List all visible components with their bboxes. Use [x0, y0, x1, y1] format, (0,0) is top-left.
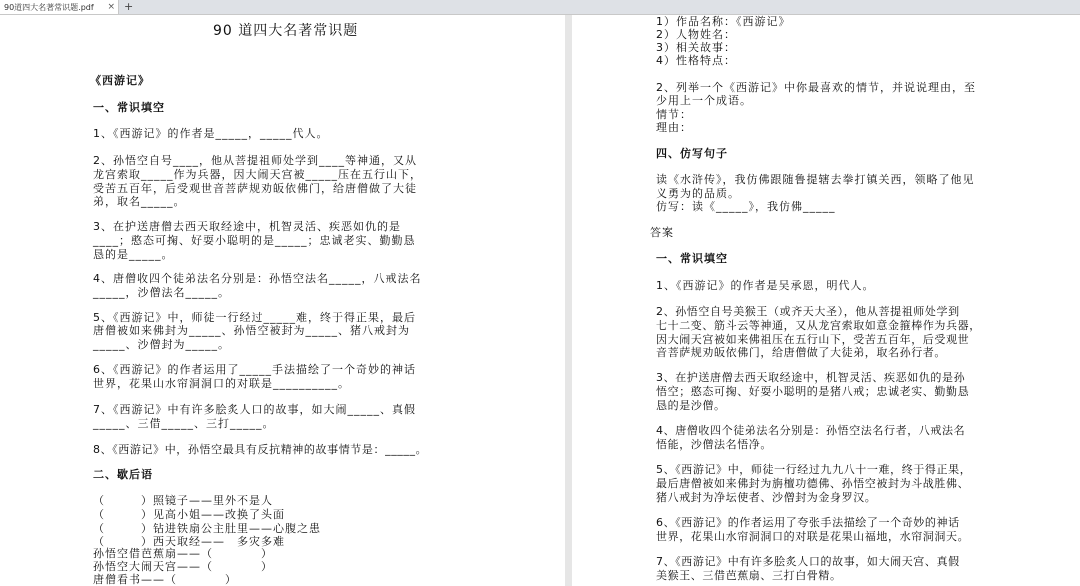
text-line: 读《水浒传》，我仿佛跟随鲁提辖去拳打镇关西，领略了他见 [656, 173, 975, 186]
question-line: 龙宫索取_____作为兵器，因大闹天宫被_____压在五行山下， [93, 168, 422, 181]
question-line: 弟，取名_____。 [93, 195, 186, 208]
tab-bar [0, 0, 1080, 15]
idiom-line: （ ）照镜子——里外不是人 [93, 494, 273, 507]
answer-line: 世界，花果山水帘洞洞口的对联是花果山福地，水帘洞洞天。 [656, 530, 970, 543]
question-line: ____；憨态可掬、好耍小聪明的是_____；忠诚老实、勤勤恳 [93, 234, 416, 247]
pdf-page-right [572, 15, 1080, 586]
answer-line: 4、唐僧收四个徒弟法名分别是：孙悟空法名行者，八戒法名 [656, 424, 966, 437]
question-line: 4、唐僧收四个徒弟法名分别是：孙悟空法名_____，八戒法名 [93, 272, 422, 285]
document-title: 90 道四大名著常识题 [213, 23, 359, 39]
text-line: 情节： [656, 108, 692, 121]
new-tab-icon[interactable]: + [124, 0, 134, 13]
idiom-line: （ ）见高小姐——改换了头面 [93, 508, 285, 521]
text-line: 3）相关故事： [656, 41, 736, 54]
answer-line: 猪八戒封为净坛使者、沙僧封为金身罗汉。 [656, 491, 877, 504]
text-line: 少用上一个成语。 [656, 94, 752, 107]
answer-line: 5、《西游记》中，师徒一行经过九九八十一难，终于得正果， [656, 463, 972, 476]
answer-line: 恳的是沙僧。 [656, 399, 726, 412]
question-line: 7、《西游记》中有许多脍炙人口的故事，如大闹_____、真假 [93, 403, 416, 416]
question-line: _____，沙僧法名_____。 [93, 286, 230, 299]
section-heading: 一、常识填空 [93, 101, 165, 114]
idiom-line: 孙悟空借芭蕉扇——（ ） [93, 547, 273, 560]
answer-line: 1、《西游记》的作者是吴承恩，明代人。 [656, 279, 875, 292]
answer-line: 6、《西游记》的作者运用了夸张手法描绘了一个奇妙的神话 [656, 516, 960, 529]
idiom-line: （ ）钻进铁扇公主肚里——心腹之患 [93, 522, 321, 535]
answer-heading: 答案 [650, 226, 674, 239]
question-line: 2、孙悟空自号____，他从菩提祖师处学到____等神通，又从 [93, 154, 417, 167]
close-icon[interactable]: × [107, 2, 115, 12]
question-line: 唐僧被如来佛封为_____、孙悟空被封为_____、猪八戒封为 [93, 324, 410, 337]
section-heading: 一、常识填空 [656, 252, 728, 265]
question-line: 受苦五百年，后受观世音菩萨规劝皈依佛门，给唐僧做了大徒 [93, 182, 417, 195]
tab-document[interactable] [0, 0, 119, 14]
text-line: 4）性格特点： [656, 54, 736, 67]
question-line: _____、沙僧封为_____。 [93, 338, 230, 351]
question-line: 6、《西游记》的作者运用了_____手法描绘了一个奇妙的神话 [93, 363, 416, 376]
answer-line: 美猴王、三借芭蕉扇、三打白骨精。 [656, 569, 842, 582]
pdf-page-left [0, 15, 565, 586]
answer-line: 悟空；憨态可掬、好耍小聪明的是猪八戒；忠诚老实、勤勤恳 [656, 385, 970, 398]
question-line: 8、《西游记》中，孙悟空最具有反抗精神的故事情节是：_____。 [93, 443, 428, 456]
question-line: 5、《西游记》中，师徒一行经过_____难，终于得正果，最后 [93, 311, 416, 324]
answer-line: 最后唐僧被如来佛封为旃檀功德佛、孙悟空被封为斗战胜佛、 [656, 477, 970, 490]
section-heading: 二、歇后语 [93, 468, 153, 481]
answer-line: 因大闹天宫被如来佛祖压在五行山下，受苦五百年，后受观世 [656, 333, 970, 346]
text-line: 2、列举一个《西游记》中你最喜欢的情节，并说说理由，至 [656, 81, 976, 94]
question-line: 3、在护送唐僧去西天取经途中，机智灵活、疾恶如仇的是 [93, 220, 401, 233]
text-line: 1）作品名称：《西游记》 [656, 15, 791, 28]
section-heading: 四、仿写句子 [656, 147, 728, 160]
answer-line: 2、孙悟空自号美猴王（或齐天大圣），他从菩提祖师处学到 [656, 305, 960, 318]
book-heading: 《西游记》 [90, 74, 150, 87]
idiom-line: 孙悟空大闹天宫——（ ） [93, 560, 273, 573]
text-line: 仿写：读《_____》，我仿佛_____ [656, 200, 836, 213]
idiom-line: （ ）西天取经—— 多灾多难 [93, 535, 285, 548]
question-line: 恳的是_____。 [93, 248, 174, 261]
answer-line: 7、《西游记》中有许多脍炙人口的故事，如大闹天宫、真假 [656, 555, 960, 568]
text-line: 义勇为的品质。 [656, 187, 740, 200]
idiom-line: 唐僧看书——（ ） [93, 573, 237, 586]
answer-line: 3、在护送唐僧去西天取经途中，机智灵活、疾恶如仇的是孙 [656, 371, 966, 384]
text-line: 2）人物姓名： [656, 28, 736, 41]
question-line: 1、《西游记》的作者是_____，_____代人。 [93, 127, 329, 140]
answer-line: 悟能，沙僧法名悟净。 [656, 438, 772, 451]
text-line: 理由： [656, 121, 692, 134]
answer-line: 音菩萨规劝皈依佛门，给唐僧做了大徒弟，取名孙行者。 [656, 346, 946, 359]
question-line: 世界，花果山水帘洞洞口的对联是__________。 [93, 377, 350, 390]
tab-title: 90道四大名著常识题.pdf [4, 2, 94, 12]
question-line: _____、三借_____、三打_____。 [93, 417, 275, 430]
answer-line: 七十二变、筋斗云等神通，又从龙宫索取如意金箍棒作为兵器， [656, 319, 981, 332]
